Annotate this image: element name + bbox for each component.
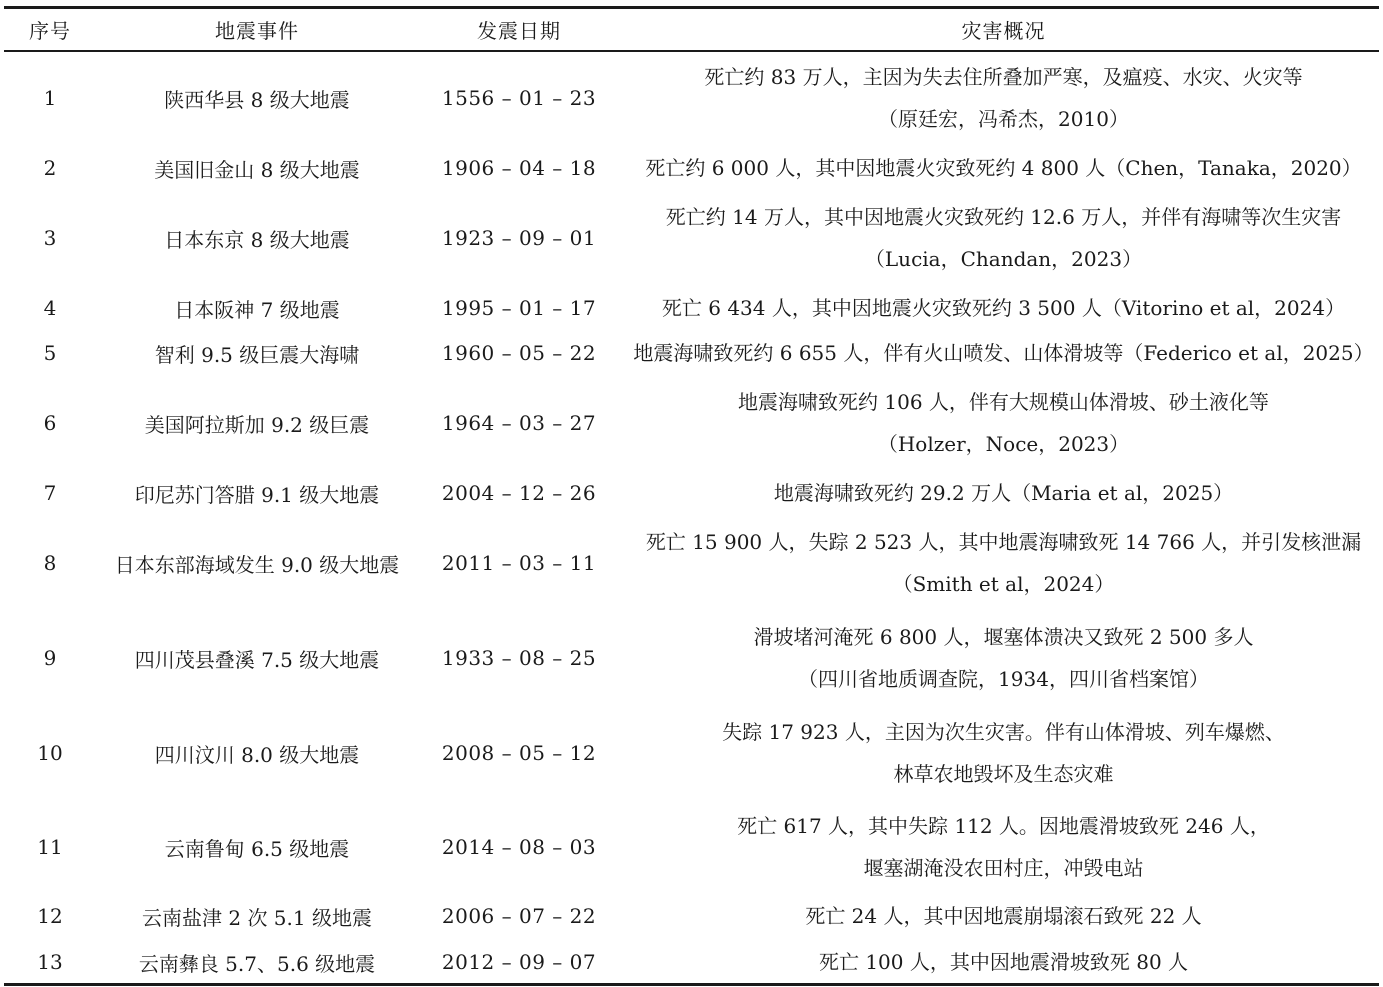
desc-line: 死亡 15 900 人，失踪 2 523 人，其中地震海啸致死 14 766 人，并引发核泄漏 [645, 530, 1362, 554]
desc-line: 死亡 24 人，其中因地震崩塌滚石致死 22 人 [805, 904, 1202, 928]
row-date: 1933 – 08 – 25 [441, 646, 597, 670]
row-event: 四川汶川 8.0 级大地震 [154, 742, 360, 767]
row-num: 12 [37, 904, 63, 928]
row-desc [624, 804, 1383, 890]
row-desc [624, 710, 1383, 796]
row-desc [624, 471, 1383, 515]
row-desc [624, 940, 1383, 984]
row-num: 3 [43, 226, 57, 250]
table-header-rule [4, 50, 1379, 52]
table-row [0, 710, 1383, 796]
row-date: 2008 – 05 – 12 [441, 741, 597, 765]
desc-line: 堰塞湖淹没农田村庄，冲毁电站 [863, 856, 1144, 880]
row-event: 云南鲁甸 6.5 级地震 [164, 836, 350, 861]
header-event: 地震事件 [215, 18, 299, 43]
table-row [0, 940, 1383, 984]
table-row [0, 471, 1383, 515]
row-desc [624, 521, 1383, 605]
row-date: 2014 – 08 – 03 [441, 835, 597, 859]
desc-line: 地震海啸致死约 29.2 万人（Maria et al，2025） [773, 481, 1234, 505]
header-date: 发震日期 [477, 18, 561, 43]
row-date: 1556 – 01 – 23 [441, 86, 597, 110]
row-event: 印尼苏门答腊 9.1 级大地震 [134, 482, 380, 507]
desc-line: （四川省地质调查院，1934，四川省档案馆） [798, 667, 1209, 691]
table-row [0, 56, 1383, 140]
row-num: 6 [43, 411, 57, 435]
desc-line: 死亡 100 人，其中因地震滑坡致死 80 人 [818, 950, 1189, 974]
table-row [0, 894, 1383, 938]
row-date: 1995 – 01 – 17 [441, 296, 597, 320]
row-date: 2011 – 03 – 11 [441, 551, 597, 575]
desc-line: 地震海啸致死约 6 655 人，伴有火山喷发、山体滑坡等（Federico et al，2025） [633, 341, 1374, 365]
desc-line: 失踪 17 923 人，主因为次生灾害。伴有山体滑坡、列车爆燃、 [722, 720, 1285, 744]
row-num: 7 [43, 481, 57, 505]
row-desc [624, 196, 1383, 280]
desc-line: （Smith et al，2024） [892, 572, 1115, 596]
row-date: 1964 – 03 – 27 [441, 411, 597, 435]
row-num: 10 [37, 741, 63, 765]
row-num: 11 [37, 835, 63, 859]
row-event: 云南彝良 5.7、5.6 级地震 [138, 951, 376, 976]
row-date: 2012 – 09 – 07 [441, 950, 597, 974]
row-num: 9 [43, 646, 57, 670]
row-event: 日本东京 8 级大地震 [164, 227, 350, 252]
table-row [0, 146, 1383, 190]
desc-line: 死亡约 14 万人，其中因地震火灾致死约 12.6 万人，并伴有海啸等次生灾害 [665, 205, 1342, 229]
row-desc [624, 56, 1383, 140]
row-event: 陕西华县 8 级大地震 [164, 87, 350, 112]
row-desc [624, 331, 1383, 375]
header-desc: 灾害概况 [961, 18, 1046, 43]
desc-line: （Holzer，Noce，2023） [877, 432, 1130, 456]
row-event: 云南盐津 2 次 5.1 级地震 [142, 905, 372, 930]
table-header [0, 12, 1383, 46]
row-event: 美国旧金山 8 级大地震 [154, 157, 360, 182]
desc-line: 死亡约 6 000 人，其中因地震火灾致死约 4 800 人（Chen，Tanaka，2020） [645, 156, 1362, 180]
row-event: 日本东部海域发生 9.0 级大地震 [114, 552, 400, 577]
row-desc [624, 894, 1383, 938]
row-date: 1906 – 04 – 18 [441, 156, 597, 180]
row-desc [624, 146, 1383, 190]
desc-line: （Lucia，Chandan，2023） [864, 247, 1143, 271]
row-num: 8 [43, 551, 57, 575]
row-event: 四川茂县叠溪 7.5 级大地震 [134, 647, 380, 672]
row-desc [624, 615, 1383, 701]
desc-line: 死亡 6 434 人，其中因地震火灾致死约 3 500 人（Vitorino et al，2024） [661, 296, 1346, 320]
row-num: 13 [37, 950, 63, 974]
row-num: 2 [43, 156, 57, 180]
table-row [0, 331, 1383, 375]
row-date: 1960 – 05 – 22 [441, 341, 597, 365]
table-row [0, 615, 1383, 701]
desc-line: 林草农地毁坏及生态灾难 [893, 762, 1114, 786]
desc-line: （原廷宏，冯希杰，2010） [878, 107, 1129, 131]
row-date: 2006 – 07 – 22 [441, 904, 597, 928]
row-desc [624, 286, 1383, 330]
desc-line: 滑坡堵河淹死 6 800 人，堰塞体溃决又致死 2 500 多人 [753, 625, 1254, 649]
row-event: 美国阿拉斯加 9.2 级巨震 [144, 412, 370, 437]
row-num: 5 [43, 341, 57, 365]
desc-line: 死亡约 83 万人，主因为失去住所叠加严寒，及瘟疫、水灾、火灾等 [704, 65, 1303, 89]
table-row [0, 804, 1383, 890]
table-top-rule [4, 6, 1379, 9]
row-num: 4 [43, 296, 57, 320]
table-row [0, 381, 1383, 465]
table-row [0, 521, 1383, 605]
row-date: 1923 – 09 – 01 [441, 226, 597, 250]
desc-line: 地震海啸致死约 106 人，伴有大规模山体滑坡、砂土液化等 [738, 390, 1269, 414]
table-row [0, 286, 1383, 330]
row-date: 2004 – 12 – 26 [441, 481, 597, 505]
row-desc [624, 381, 1383, 465]
row-event: 智利 9.5 级巨震大海啸 [154, 342, 360, 367]
row-num: 1 [43, 86, 57, 110]
table-row [0, 196, 1383, 280]
desc-line: 死亡 617 人，其中失踪 112 人。因地震滑坡致死 246 人， [737, 814, 1270, 838]
header-num: 序号 [29, 18, 71, 43]
row-event: 日本阪神 7 级地震 [174, 297, 340, 322]
